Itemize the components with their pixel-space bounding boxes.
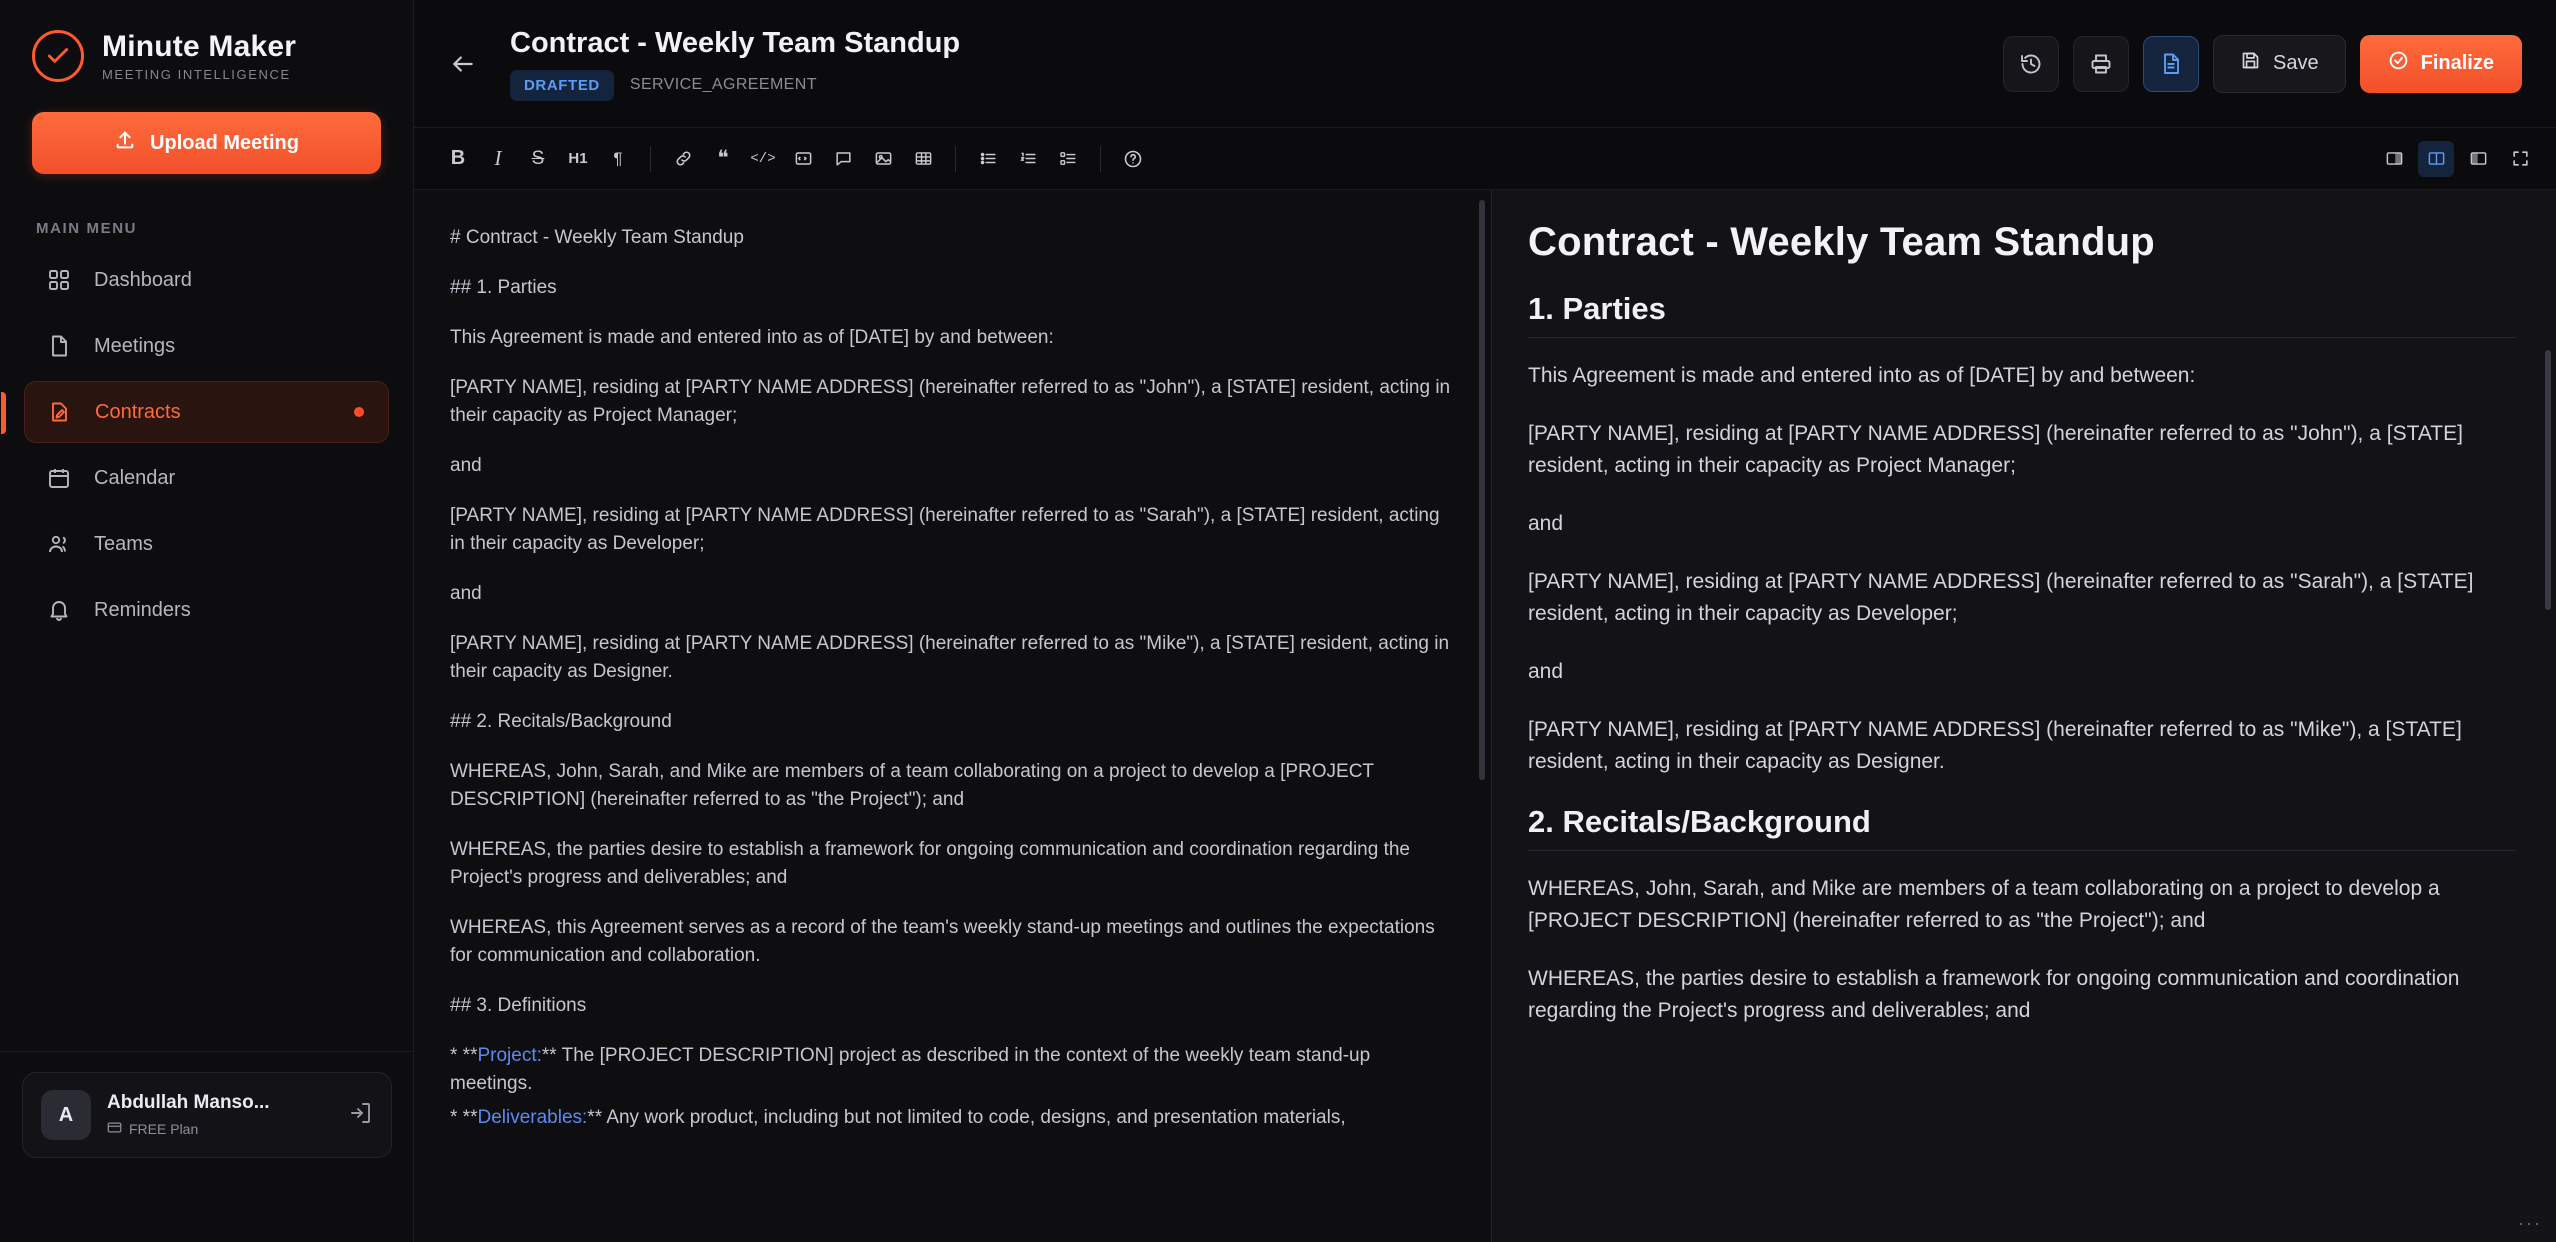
- sidebar-item-contracts[interactable]: [24, 381, 389, 443]
- bullet-prefix: * **: [450, 1045, 478, 1066]
- sidebar-item-reminders[interactable]: [24, 579, 389, 641]
- quote-icon[interactable]: ❝: [717, 147, 729, 170]
- source-line: ## 1. Parties: [450, 277, 557, 298]
- avatar: A: [41, 1090, 91, 1140]
- user-plan: [107, 1120, 333, 1138]
- toolbar-divider: [650, 146, 651, 172]
- upload-meeting-button[interactable]: [32, 112, 381, 174]
- task-list-icon[interactable]: [1050, 141, 1086, 177]
- preview-paragraph: and: [1528, 512, 1564, 535]
- preview-rule: [1528, 850, 2516, 851]
- contracts-notification-dot: [354, 407, 364, 417]
- edit-only-view-icon[interactable]: [2376, 141, 2412, 177]
- preview-heading-1: Contract - Weekly Team Standup: [1528, 220, 2155, 264]
- editor-area: [414, 190, 2556, 1242]
- source-line: ## 2. Recitals/Background: [450, 711, 672, 732]
- logout-icon[interactable]: [349, 1101, 373, 1130]
- sidebar-nav: [0, 249, 413, 641]
- split-view-icon[interactable]: [2418, 141, 2454, 177]
- finalize-label: Finalize: [2420, 52, 2494, 74]
- upload-icon: [114, 129, 136, 157]
- paragraph-icon[interactable]: ¶: [613, 148, 623, 168]
- bullet-prefix: * **: [450, 1107, 478, 1128]
- source-scrollbar[interactable]: [1479, 200, 1485, 780]
- sidebar-item-label: Calendar: [94, 466, 176, 489]
- main-menu-label: MAIN MENU: [36, 220, 138, 237]
- preview-paragraph: This Agreement is made and entered into as of [DATE] by and between:: [1528, 364, 2196, 387]
- title-block: [510, 27, 1977, 101]
- top-actions: [2003, 35, 2522, 93]
- help-icon[interactable]: [1115, 141, 1151, 177]
- sidebar-item-label: Reminders: [94, 598, 191, 621]
- bold-icon[interactable]: B: [450, 147, 466, 169]
- source-line: and: [450, 583, 482, 604]
- toolbar-divider-3: [1100, 146, 1101, 172]
- overflow-dots: ···: [2518, 1213, 2542, 1233]
- preview-paragraph: WHEREAS, John, Sarah, and Mike are members of a team collaborating on a project to develop a [PROJECT DESCRIPTION] (hereinafter referred to as "the Project"); and: [1528, 877, 2440, 932]
- bullet-token: Deliverables:: [477, 1107, 588, 1128]
- source-line: WHEREAS, this Agreement serves as a record of the team's weekly stand-up meetings and outlines the expectations for communication and collaboration.: [450, 917, 1435, 966]
- calendar-icon: [46, 465, 72, 491]
- main-content: [414, 0, 2556, 1242]
- preview-paragraph: [PARTY NAME], residing at [PARTY NAME ADDRESS] (hereinafter referred to as "Sarah"), a [STATE] resident, acting in their capacity as Developer;: [1528, 570, 2474, 625]
- source-line: WHEREAS, the parties desire to establish a framework for ongoing communication and coordination regarding the Project's progress and deliverables; and: [450, 839, 1411, 888]
- code-icon[interactable]: </>: [750, 150, 776, 167]
- markdown-preview-pane[interactable]: [1492, 190, 2556, 1242]
- bullet-suffix: ** The [PROJECT DESCRIPTION] project as described in the context of the weekly team stand-up meetings.: [450, 1045, 1371, 1094]
- contract-edit-icon: [47, 399, 73, 425]
- source-line: [PARTY NAME], residing at [PARTY NAME ADDRESS] (hereinafter referred to as "John"), a [STATE] resident, acting in their capacity as Project Manager;: [450, 377, 1451, 426]
- source-line: This Agreement is made and entered into as of [DATE] by and between:: [450, 327, 1054, 348]
- source-line: WHEREAS, John, Sarah, and Mike are members of a team collaborating on a project to develop a [PROJECT DESCRIPTION] (hereinafter referred to as "the Project"); and: [450, 761, 1374, 810]
- markdown-source-editor[interactable]: [414, 190, 1491, 1242]
- history-icon[interactable]: [2003, 36, 2059, 92]
- upload-meeting-label: Upload Meeting: [150, 131, 299, 154]
- view-mode-group: [2376, 141, 2538, 177]
- source-line: ## 3. Definitions: [450, 995, 587, 1016]
- sidebar-item-label: Meetings: [94, 334, 176, 357]
- plan-card-icon: [107, 1120, 122, 1138]
- preview-paragraph: [PARTY NAME], residing at [PARTY NAME ADDRESS] (hereinafter referred to as "John"), a [STATE] resident, acting in their capacity as Project Manager;: [1528, 422, 2463, 477]
- print-icon[interactable]: [2073, 36, 2129, 92]
- preview-paragraph: [PARTY NAME], residing at [PARTY NAME ADDRESS] (hereinafter referred to as "Mike"), a [STATE] resident, acting in their capacity as Designer.: [1528, 718, 2462, 773]
- sidebar-item-meetings[interactable]: [24, 315, 389, 377]
- preview-paragraph: and: [1528, 660, 1564, 683]
- link-icon[interactable]: [665, 141, 701, 177]
- preview-scrollbar[interactable]: [2545, 350, 2551, 610]
- sidebar-item-teams[interactable]: [24, 513, 389, 575]
- source-line: # Contract - Weekly Team Standup: [450, 227, 744, 248]
- editor-toolbar: [414, 128, 2556, 190]
- back-button[interactable]: [442, 43, 484, 85]
- status-badge: DRAFTED: [510, 70, 614, 101]
- topbar: [414, 0, 2556, 128]
- user-name: Abdullah Manso...: [107, 1092, 270, 1113]
- app-logo-icon: [32, 30, 84, 82]
- sidebar-divider: [0, 1051, 413, 1052]
- page-title: Contract - Weekly Team Standup: [510, 26, 961, 59]
- save-label: Save: [2273, 52, 2319, 74]
- source-line: [PARTY NAME], residing at [PARTY NAME ADDRESS] (hereinafter referred to as "Sarah"), a [STATE] resident, acting in their capacity as Developer;: [450, 505, 1440, 554]
- source-line-bullet-project: [450, 1042, 1451, 1098]
- table-icon[interactable]: [905, 141, 941, 177]
- code-block-icon[interactable]: [785, 141, 821, 177]
- preview-heading-parties: 1. Parties: [1528, 291, 1666, 326]
- source-line: [PARTY NAME], residing at [PARTY NAME ADDRESS] (hereinafter referred to as "Mike"), a [STATE] resident, acting in their capacity as Designer.: [450, 633, 1450, 682]
- preview-rule: [1528, 337, 2516, 338]
- brand-subtitle: MEETING INTELLIGENCE: [102, 67, 291, 82]
- people-icon: [46, 531, 72, 557]
- sidebar-item-calendar[interactable]: [24, 447, 389, 509]
- document-view-icon[interactable]: [2143, 36, 2199, 92]
- finalize-button[interactable]: [2360, 35, 2522, 93]
- sidebar: [0, 0, 414, 1242]
- document-type-label: SERVICE_AGREEMENT: [629, 76, 817, 93]
- sidebar-item-label: Contracts: [95, 400, 181, 423]
- check-badge-icon: [2388, 50, 2409, 77]
- meta-row: [510, 70, 1977, 101]
- image-icon[interactable]: [865, 141, 901, 177]
- brand: [0, 0, 413, 82]
- grid-icon: [46, 267, 72, 293]
- brand-title: Minute Maker: [102, 30, 297, 63]
- italic-icon[interactable]: I: [494, 146, 502, 170]
- save-button[interactable]: [2213, 35, 2346, 93]
- strikethrough-icon[interactable]: S: [531, 147, 545, 169]
- source-line-bullet-deliverables: [450, 1104, 1451, 1132]
- bell-icon: [46, 597, 72, 623]
- source-line: and: [450, 455, 482, 476]
- user-plan-label: FREE Plan: [129, 1121, 199, 1137]
- comment-icon[interactable]: [825, 141, 861, 177]
- bullet-token: Project:: [477, 1045, 542, 1066]
- ordered-list-icon[interactable]: [1010, 141, 1046, 177]
- save-icon: [2240, 50, 2261, 77]
- sidebar-item-dashboard[interactable]: [24, 249, 389, 311]
- document-icon: [46, 333, 72, 359]
- fullscreen-icon[interactable]: [2502, 141, 2538, 177]
- preview-heading-recitals: 2. Recitals/Background: [1528, 804, 1871, 839]
- bullet-suffix: ** Any work product, including but not limited to code, designs, and presentation materials,: [587, 1107, 1346, 1128]
- preview-paragraph: WHEREAS, the parties desire to establish a framework for ongoing communication and coordination regarding the Project's progress and deliverables; and: [1528, 967, 2460, 1022]
- preview-only-view-icon[interactable]: [2460, 141, 2496, 177]
- toolbar-divider-2: [955, 146, 956, 172]
- bullet-list-icon[interactable]: [970, 141, 1006, 177]
- sidebar-item-label: Dashboard: [94, 268, 192, 291]
- sidebar-item-label: Teams: [94, 532, 153, 555]
- heading-icon[interactable]: H1: [568, 150, 588, 167]
- user-card[interactable]: [22, 1072, 392, 1158]
